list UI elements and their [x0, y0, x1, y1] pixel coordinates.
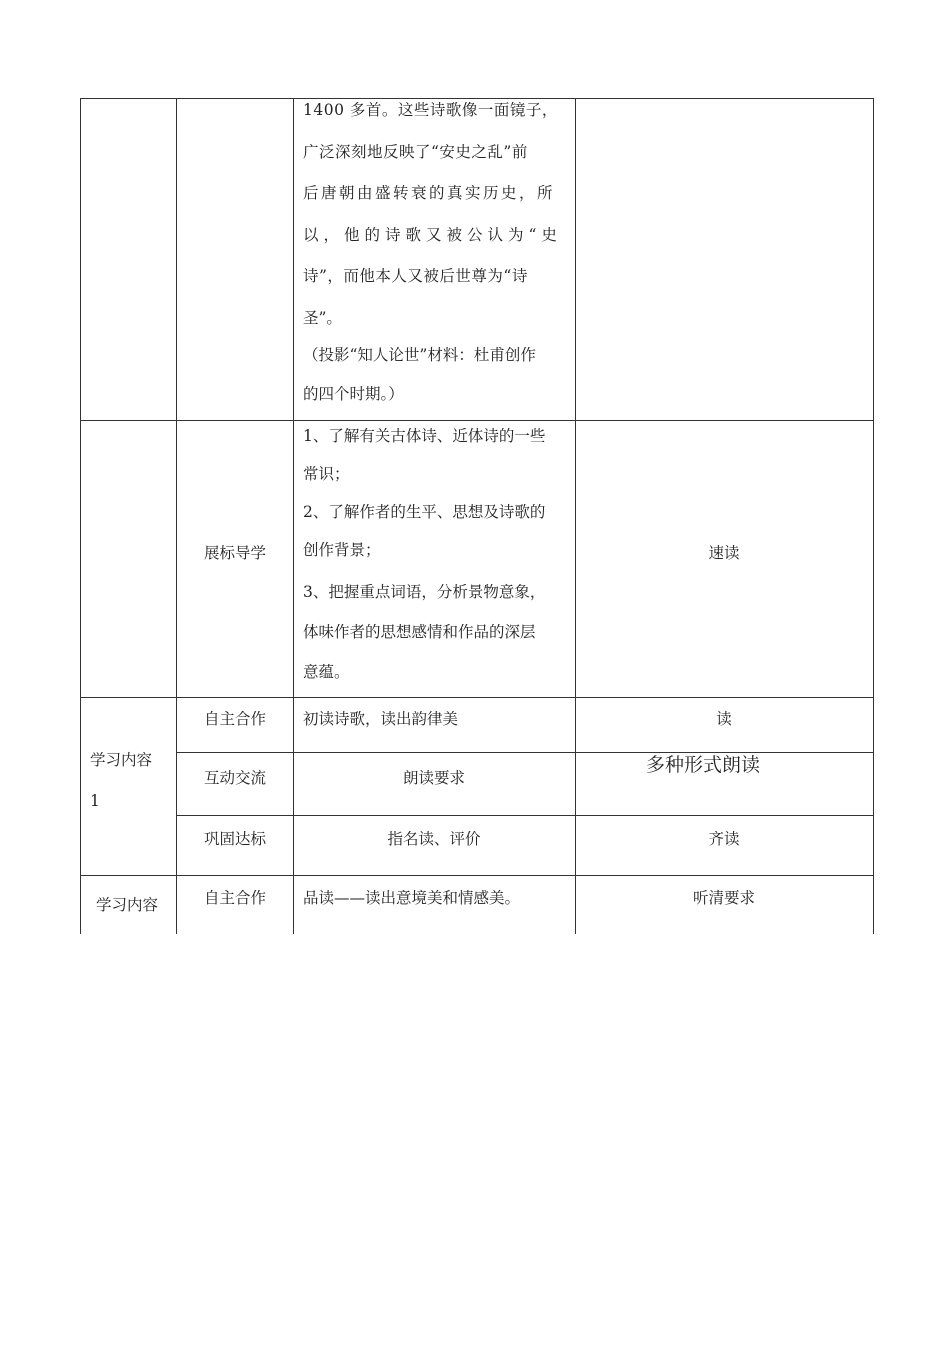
content-cell: 初读诗歌，读出韵律美 [303, 710, 459, 728]
activity-label: 读 [716, 710, 732, 728]
activity-label: 听清要求 [692, 889, 756, 907]
content-line: 意蕴。 [303, 663, 350, 681]
row-divider [80, 420, 874, 421]
activity-label: 齐读 [708, 830, 740, 848]
activity-label: 多种形式朗读 [645, 754, 761, 776]
content-line: 圣”。 [303, 309, 342, 327]
column-divider [80, 98, 81, 934]
row-divider [80, 875, 874, 876]
column-divider [176, 98, 177, 934]
section-label: 学习内容 [96, 896, 159, 914]
column-divider [873, 98, 874, 934]
content-line: （投影“知人论世”材料：杜甫创作 [303, 346, 536, 364]
activity-label: 速读 [708, 544, 740, 562]
content-line: 创作背景； [303, 541, 381, 559]
section-number: 1 [90, 792, 100, 810]
content-cell: 朗读要求 [402, 769, 466, 787]
step-label: 自主合作 [203, 889, 267, 907]
content-line: 以，他的诗歌又被公认为“史 [303, 226, 562, 244]
content-line: 3、把握重点词语，分析景物意象， [303, 583, 546, 601]
content-line: 1400 多首。这些诗歌像一面镜子， [303, 101, 558, 119]
column-divider [293, 98, 294, 934]
content-cell: 品读——读出意境美和情感美。 [303, 889, 521, 907]
step-label: 巩固达标 [203, 830, 267, 848]
step-label: 互动交流 [203, 769, 267, 787]
row-divider [176, 815, 874, 816]
content-line: 的四个时期。） [303, 385, 404, 403]
content-line: 后唐朝由盛转衰的真实历史，所 [303, 184, 556, 202]
row-divider [80, 697, 874, 698]
content-line: 常识； [303, 465, 350, 483]
column-divider [575, 98, 576, 934]
content-line: 诗”，而他本人又被后世尊为“诗 [303, 267, 528, 285]
section-label: 学习内容 [90, 751, 153, 769]
content-line: 广泛深刻地反映了“安史之乱”前 [303, 143, 528, 161]
table-top-border [80, 98, 874, 99]
step-label: 自主合作 [203, 710, 267, 728]
content-line: 1、了解有关古体诗、近体诗的一些 [303, 427, 546, 445]
content-line: 2、了解作者的生平、思想及诗歌的 [303, 503, 546, 521]
content-line: 体味作者的思想感情和作品的深层 [303, 623, 536, 641]
content-cell: 指名读、评价 [387, 830, 481, 848]
row-divider [176, 752, 874, 753]
step-label: 展标导学 [203, 544, 267, 562]
